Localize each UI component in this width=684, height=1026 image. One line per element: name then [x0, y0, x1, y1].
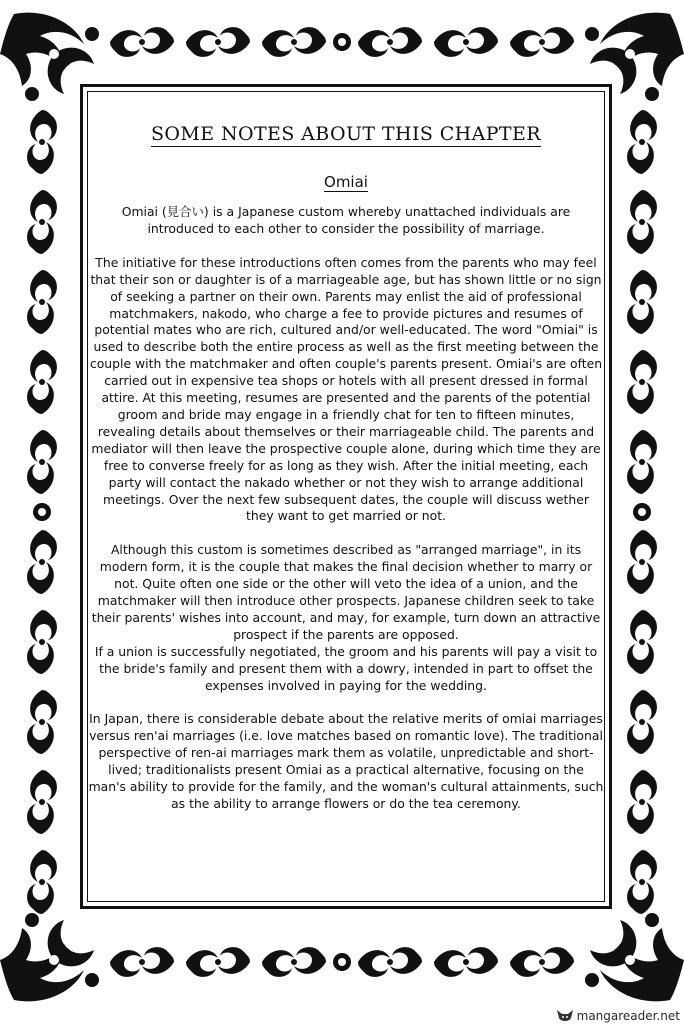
- paragraph-initiative: The initiative for these introductions often comes from the parents who may feel that their son or daughter is of a marriageable age, but has shown little or no sign of seeking a partner on their own. Parents may enlist the aid of professional matchmakers, nakodo, who charge a fee to provide pictures and resumes of potential mates who are rich, cultured and/or well-educated. The word "Omiai" is used to describe both the entire process as well as the first meeting between the couple with the matchmaker and often couple's parents present. Omiai's are often carried out in expensive tea shops or hotels with all present dressed in formal attire. At this meeting, resumes are presented and the parents of the potential groom and bride may engage in a friendly chat for ten to fifteen minutes, revealing details about themselves or their marriageable child. The parents and mediator will then leave the prospective couple alone, during which time they are free to converse freely for as long as they wish. After the initial meeting, each party will contact the nakado whether or not they wish to arrange additional meetings. Over the next few subsequent dates, the couple will discuss wether they want to get married or not.: [89, 254, 603, 524]
- page-title-text: SOME NOTES ABOUT THIS CHAPTER: [151, 123, 541, 145]
- watermark: [556, 1008, 680, 1024]
- paragraph-debate: In Japan, there is considerable debate about the relative merits of omiai marriages versus ren'ai marriages (i.e. love matches based on romantic love). The traditional perspective of ren-ai marriages mark them as volatile, unpredictable and short-lived; traditionalists present Omiai as a practical alternative, focusing on the man's ability to provide for the family, and the woman's cultural attainments, such as the ability to arrange flowers or do the tea ceremony.: [88, 711, 604, 811]
- paragraph-dowry: If a union is successfully negotiated, the groom and his parents will pay a visit to the bride's family and present them with a dowry, intended in part to offset the expenses involved in paying for the wedding.: [94, 643, 598, 693]
- watermark-text: mangareader.net: [576, 1009, 680, 1023]
- section-title-text: Omiai: [324, 173, 368, 191]
- article-body: [88, 204, 604, 830]
- page-title: [80, 123, 612, 145]
- section-title: [80, 173, 612, 191]
- paragraph-modern-form: Although this custom is sometimes described as "arranged marriage", in its modern form, it is the couple that makes the final decision whether to marry or not. Quite often one side or the other will veto the idea of a union, and the matchmaker will then introduce other prospects. Japanese children seek to take their parents' wishes into account, and may, for example, turn down an attractive prospect if the parents are opposed.: [91, 542, 601, 642]
- paragraph-intro: Omiai (見合い) is a Japanese custom whereby unattached individuals are introduced to each other to consider the possibility of marriage.: [121, 204, 571, 236]
- fox-logo-icon: [556, 1008, 574, 1024]
